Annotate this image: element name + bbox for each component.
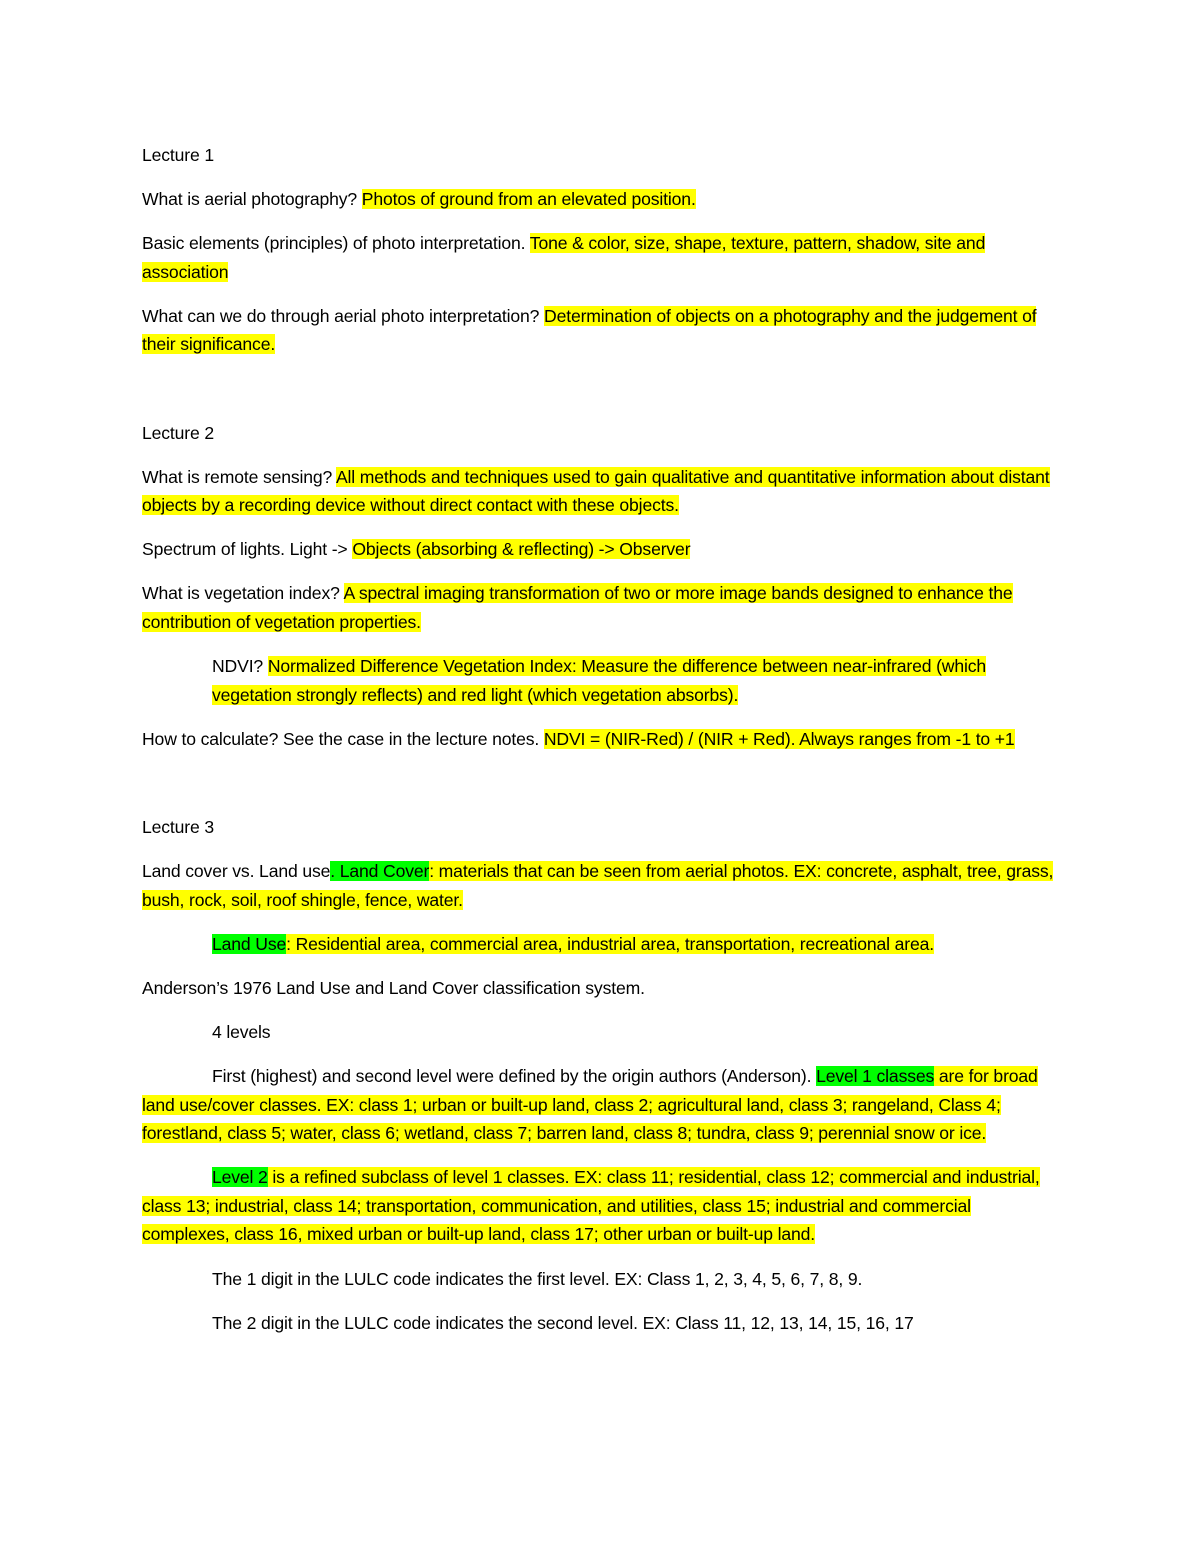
answer-highlight: Tone & color, size, shape, texture, pattern, shadow, site and association [142,233,986,282]
lecture-2-question-vegetation-index [142,579,1057,636]
lecture-3-land-cover [142,857,1057,914]
lecture-3-level-2 [142,1163,1057,1249]
term-highlight: Level 2 [212,1167,268,1188]
lecture-3-levels: 4 levels [212,1021,271,1042]
lecture-2-question-spectrum [142,535,1057,564]
term-highlight: Land Use [212,933,287,954]
question-text: What is vegetation index? [142,583,344,604]
lecture-3-heading: Lecture 3 [142,816,215,837]
question-text: Land cover vs. Land use [142,861,331,881]
lecture-1-question-interpretation [142,302,1057,359]
lecture-3-anderson: Anderson’s 1976 Land Use and Land Cover classification system. [142,977,645,998]
lecture-3-level-1 [142,1062,1057,1148]
question-text: What is aerial photography? [142,189,362,210]
question-text: First (highest) and second level were defined by the origin authors (Anderson). [212,1065,817,1086]
question-text: Basic elements (principles) of photo interpretation. [142,233,530,254]
question-text: What is remote sensing? [142,466,336,487]
lecture-1-question-basic-elements [142,229,1057,286]
lecture-3-land-use [142,930,1057,959]
section-spacer [142,375,1057,419]
lecture-2-question-remote-sensing [142,463,1057,520]
lecture-2-question-ndvi [142,652,1057,709]
answer-highlight: Determination of objects on a photography and the judgement of their significance. [142,305,1037,355]
lecture-1-question-aerial-photography [142,185,1057,214]
lecture-2-heading: Lecture 2 [142,422,215,443]
answer-highlight: : Residential area, commercial area, industrial area, transportation, recreational area. [286,933,934,954]
lecture-2-question-calculate [142,725,1057,754]
term-highlight: . Land Cover [330,861,430,881]
answer-highlight: : materials that can be seen from aerial photos. EX: concrete, asphalt, tree, grass, bush, rock, soil, roof shingle, fence, water. [142,861,1054,910]
question-text: Spectrum of lights. Light -> [142,539,353,560]
lecture-3-digit-1: The 1 digit in the LULC code indicates the first level. EX: Class 1, 2, 3, 4, 5, 6, 7, 8, 9. [212,1268,863,1289]
answer-highlight: Objects (absorbing & reflecting) -> Observer [352,539,691,560]
answer-highlight: is a refined subclass of level 1 classes. EX: class 11; residential, class 12; commercial and industrial, class 13; industrial, class 14; transportation, communication, and utilities, class 15; industrial and commercial complexes, class 16, mixed urban or built-up land, class 17; other urban or built-up land. [142,1167,1040,1245]
lecture-1-heading: Lecture 1 [142,145,215,165]
answer-highlight: NDVI = (NIR-Red) / (NIR + Red). Always ranges from -1 to +1 [543,728,1015,749]
question-text: NDVI? [212,656,268,677]
question-text: What can we do through aerial photo interpretation? [142,305,545,326]
answer-highlight: are for broad land use/cover classes. EX: class 1; urban or built-up land, class 2; agricultural land, class 3; rangeland, Class 4; forestland, class 5; water, class 6; wetland, class 7; barren land, class 8; tundra, class 9; perennial snow or ice. [142,1065,1038,1144]
answer-highlight: A spectral imaging transformation of two or more image bands designed to enhance the contribution of vegetation properties. [142,583,1013,633]
answer-highlight: Photos of ground from an elevated position. [361,189,696,210]
answer-highlight: Normalized Difference Vegetation Index: Measure the difference between near-infrared (which vegetation strongly reflects) and red light (which vegetation absorbs). [212,656,987,705]
answer-highlight: All methods and techniques used to gain qualitative and quantitative information about distant objects by a recording device without direct contact with these objects. [142,466,1050,516]
document-body [142,141,1057,1353]
lecture-3-digit-2: The 2 digit in the LULC code indicates the second level. EX: Class 11, 12, 13, 14, 15, 16, 17 [212,1312,914,1333]
term-highlight: Level 1 classes [816,1065,935,1086]
section-spacer [142,769,1057,813]
question-text: How to calculate? See the case in the lecture notes. [142,728,544,749]
